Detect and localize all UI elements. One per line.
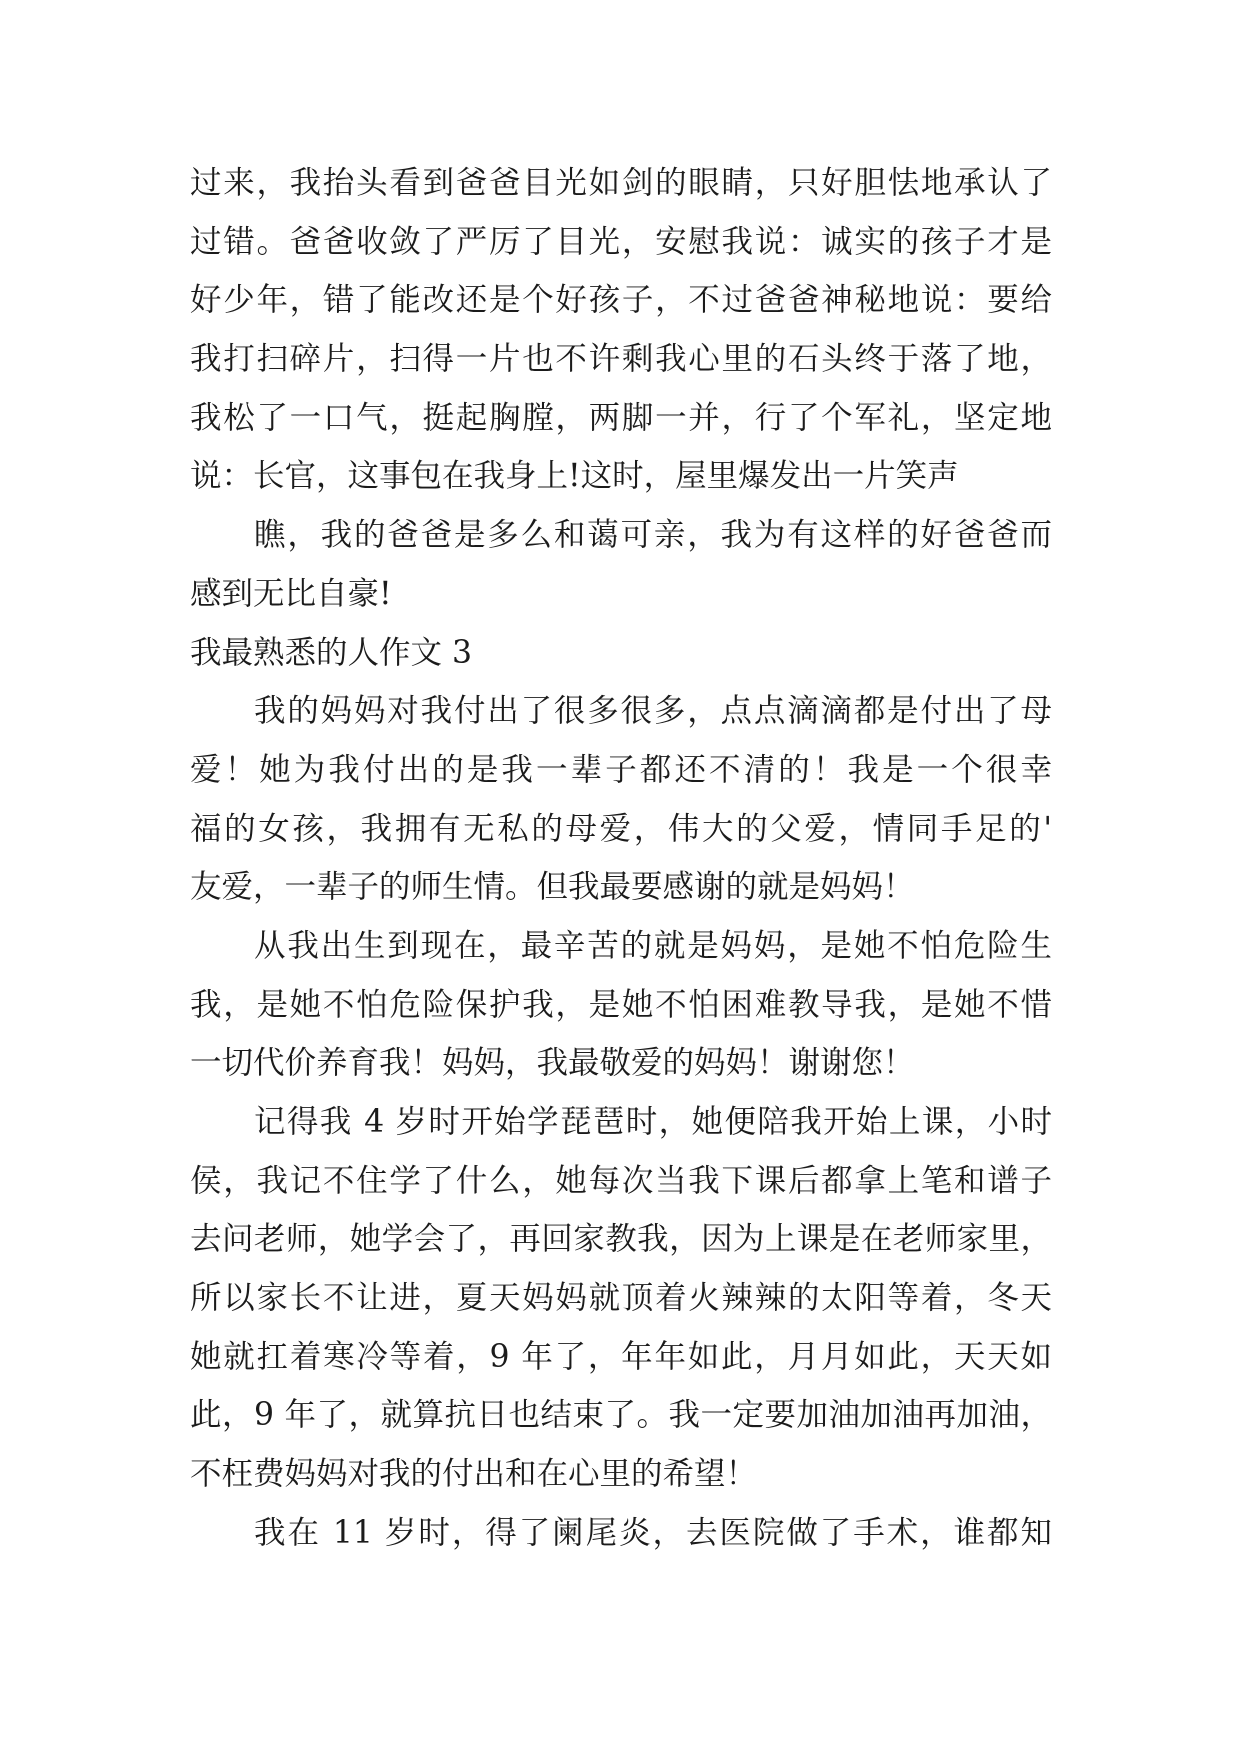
text-line: 我打扫碎片，扫得一片也不许剩我心里的石头终于落了地， [190, 341, 1052, 378]
text-line: 侯，我记不住学了什么，她每次当我下课后都拿上笔和谱子 [190, 1162, 1052, 1199]
text-line: 此，9 年了，就算抗日也结束了。我一定要加油加油再加油， [190, 1397, 1052, 1434]
paragraph [190, 506, 1052, 623]
paragraph [190, 1093, 1052, 1504]
paragraph [190, 917, 1052, 1093]
document-body [190, 154, 1052, 1563]
text-line: 好少年，错了能改还是个好孩子，不过爸爸神秘地说：要给 [190, 282, 1052, 319]
text-line: 不枉费妈妈对我的付出和在心里的希望！ [190, 1456, 758, 1493]
text-line: 所以家长不让进，夏天妈妈就顶着火辣辣的太阳等着，冬天 [190, 1280, 1052, 1317]
text-line: 我的妈妈对我付出了很多很多，点点滴滴都是付出了母 [254, 693, 1052, 730]
text-line: 我松了一口气，挺起胸膛，两脚一并，行了个军礼，坚定地 [190, 399, 1052, 436]
text-line: 过错。爸爸收敛了严厉了目光，安慰我说：诚实的孩子才是 [190, 223, 1052, 260]
text-line: 我，是她不怕危险保护我，是她不怕困难教导我，是她不惜 [190, 986, 1052, 1023]
text-line: 她就扛着寒冷等着，9 年了，年年如此，月月如此，天天如 [190, 1338, 1052, 1375]
text-line: 过来，我抬头看到爸爸目光如剑的眼睛，只好胆怯地承认了 [190, 165, 1052, 201]
text-line: 爱！她为我付出的是我一辈子都还不清的！我是一个很幸 [190, 751, 1052, 788]
text-line: 记得我 4 岁时开始学琵琶时，她便陪我开始上课，小时 [254, 1104, 1052, 1140]
text-line: 我在 11 岁时，得了阑尾炎，去医院做了手术，谁都知 [254, 1514, 1052, 1551]
text-line: 瞧，我的爸爸是多么和蔼可亲，我为有这样的好爸爸而 [254, 517, 1052, 554]
paragraph [190, 1504, 1052, 1563]
text-line: 感到无比自豪! [190, 575, 392, 612]
text-line: 一切代价养育我！妈妈，我最敬爱的妈妈！谢谢您！ [190, 1045, 915, 1082]
text-line: 从我出生到现在，最辛苦的就是妈妈，是她不怕危险生 [254, 927, 1052, 964]
section-heading: 我最熟悉的人作文 3 [190, 634, 473, 671]
paragraph [190, 682, 1052, 917]
paragraph [190, 154, 1052, 506]
text-line: 友爱，一辈子的师生情。但我最要感谢的就是妈妈！ [190, 869, 915, 906]
text-line: 说：长官，这事包在我身上!这时，屋里爆发出一片笑声 [190, 458, 959, 495]
text-line: 福的女孩，我拥有无私的母爱，伟大的父爱，情同手足的' [190, 810, 1052, 847]
text-line: 去问老师，她学会了，再回家教我，因为上课是在老师家里， [190, 1221, 1052, 1258]
